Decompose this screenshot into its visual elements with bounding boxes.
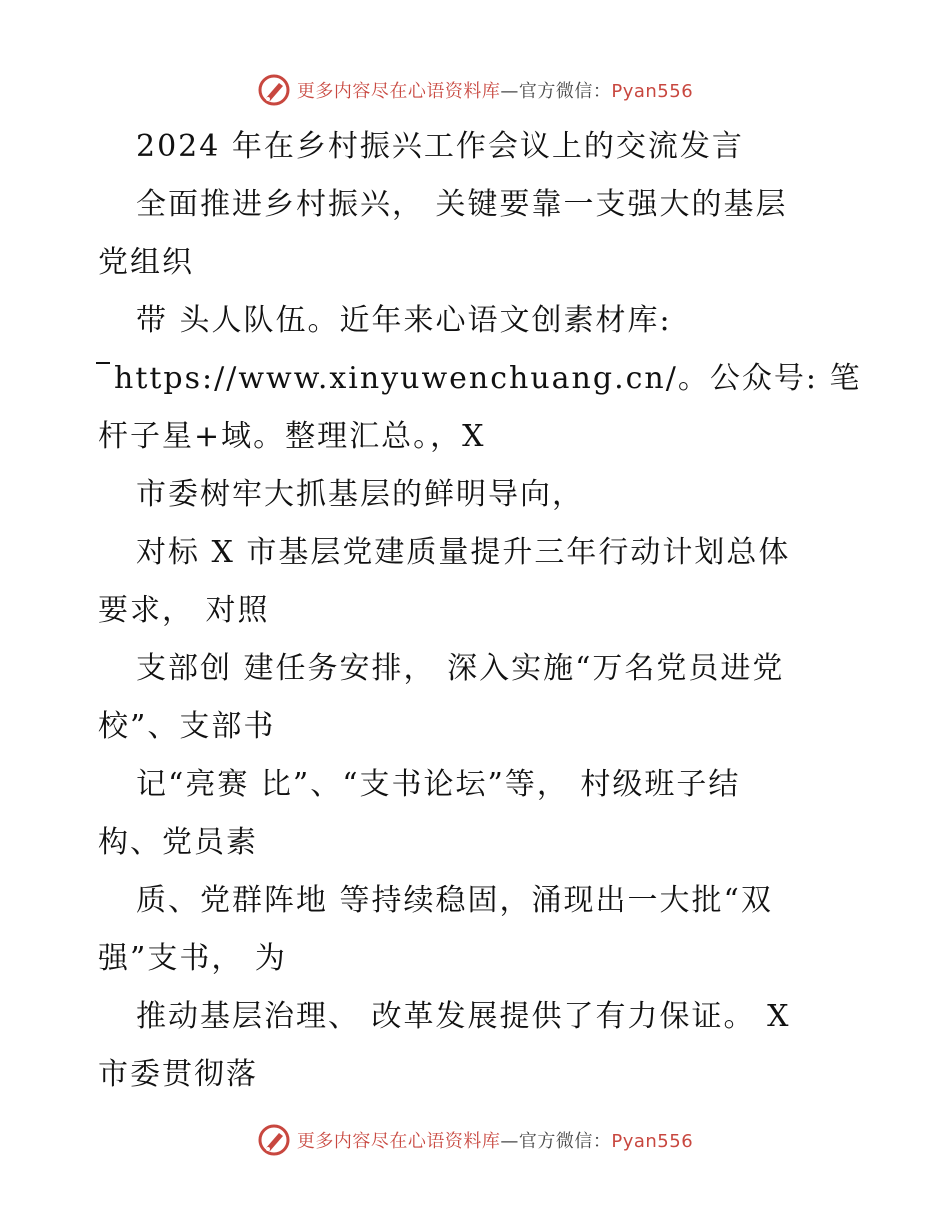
doc-line-url: https://www.xinyuwenchuang.cn/。公众号: 笔 xyxy=(98,350,868,408)
doc-line: 对标 X 市基层党建质量提升三年行动计划总体 xyxy=(136,535,791,570)
doc-line: 杆子星+域。整理汇总。，X xyxy=(98,419,486,454)
doc-line: 强”支书， 为 xyxy=(98,941,287,976)
pen-logo-icon xyxy=(257,73,291,107)
watermark-header xyxy=(0,70,950,110)
doc-line: 记“亮赛 比”、“支书论坛”等， 村级班子结 xyxy=(136,767,741,802)
doc-line: 市委贯彻落 xyxy=(98,1057,258,1092)
doc-line: 要求， 对照 xyxy=(98,593,270,628)
doc-line: 带 头人队伍。近年来心语文创素材库: xyxy=(136,303,672,338)
doc-line: 构、党员素 xyxy=(98,825,258,860)
doc-line: 质、党群阵地 等持续稳固，涌现出一大批“双 xyxy=(136,883,773,918)
doc-line: 全面推进乡村振兴， 关键要靠一支强大的基层 xyxy=(136,187,788,222)
doc-line: 支部创 建任务安排， 深入实施“万名党员进党 xyxy=(136,651,785,686)
doc-line: 党组织 xyxy=(98,245,194,280)
doc-line: 市委树牢大抓基层的鲜明导向， xyxy=(136,477,584,512)
watermark-footer xyxy=(0,1120,950,1160)
underline-mark xyxy=(96,362,110,364)
watermark-text: 更多内容尽在心语资料库—官方微信：Pyan556 xyxy=(296,81,694,102)
document-body xyxy=(98,118,868,1104)
doc-line: 推动基层治理、 改革发展提供了有力保证。 X xyxy=(136,999,791,1034)
pen-logo-icon xyxy=(257,1123,291,1157)
watermark-text: 更多内容尽在心语资料库—官方微信：Pyan556 xyxy=(296,1131,694,1152)
doc-line: 校”、支部书 xyxy=(98,709,276,744)
doc-title: 2024 年在乡村振兴工作会议上的交流发言 xyxy=(136,129,744,164)
